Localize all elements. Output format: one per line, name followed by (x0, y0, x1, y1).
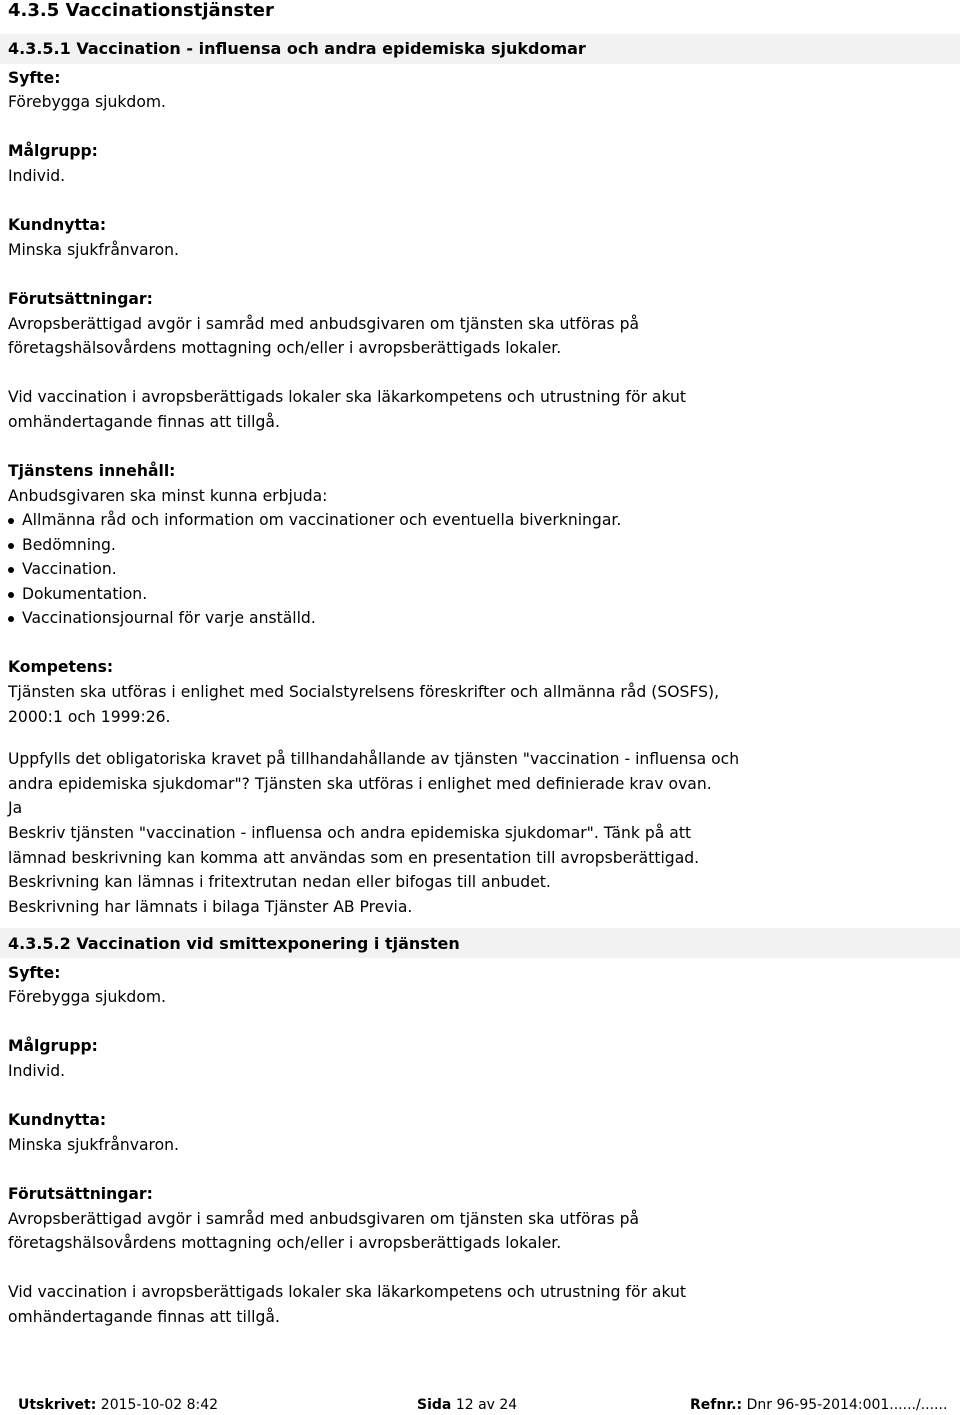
list-item: Vaccination. (22, 560, 117, 578)
footer-refnr (690, 1396, 947, 1414)
krav-question-line: Uppfylls det obligatoriska kravet på tillhandahållande av tjänsten "vaccination - influensa och (8, 750, 740, 768)
footer-page-value: 12 av 24 (455, 1397, 518, 1413)
bullet-icon (8, 518, 14, 524)
forutsattningar-line: Avropsberättigad avgör i samråd med anbudsgivaren om tjänsten ska utföras på (8, 1210, 640, 1228)
kompetens-label-text: Kompetens: (8, 658, 114, 676)
footer-refnr-label: Refnr.: (690, 1397, 743, 1413)
list-item: Bedömning. (22, 536, 116, 554)
section-title: 4.3.5 Vaccinationstjänster (8, 0, 274, 21)
malgrupp-text: Individ. (8, 1062, 66, 1080)
list-item: Allmänna råd och information om vaccinationer och eventuella biverkningar. (22, 511, 622, 529)
innehall-label: Tjänstens innehåll: (8, 462, 176, 480)
footer-page (417, 1396, 517, 1414)
forutsattningar-label: Förutsättningar: (8, 1185, 153, 1203)
malgrupp-label: Målgrupp: (8, 142, 98, 160)
footer-printed (18, 1396, 218, 1414)
footer-refnr-value: Dnr 96-95-2014:001....../...... (746, 1397, 948, 1413)
kundnytta-label: Kundnytta: (8, 216, 107, 234)
vid-vaccination-line: omhändertagande finnas att tillgå. (8, 413, 280, 431)
forutsattningar-line: företagshälsovårdens mottagning och/eller i avropsberättigads lokaler. (8, 1234, 562, 1252)
beskriv-line: Beskrivning har lämnats i bilaga Tjänster AB Previa. (8, 898, 413, 916)
forutsattningar-line: företagshälsovårdens mottagning och/eller i avropsberättigads lokaler. (8, 339, 562, 357)
krav-question-line: andra epidemiska sjukdomar"? Tjänsten ska utföras i enlighet med definierade krav ovan. (8, 775, 712, 793)
kundnytta-text: Minska sjukfrånvaron. (8, 241, 180, 259)
beskriv-line: Beskrivning kan lämnas i fritextrutan nedan eller bifogas till anbudet. (8, 873, 551, 891)
bullet-icon (8, 567, 14, 573)
innehall-intro: Anbudsgivaren ska minst kunna erbjuda: (8, 487, 328, 505)
subsection-1-heading: 4.3.5.1 Vaccination - influensa och andra epidemiska sjukdomar (8, 39, 586, 58)
kompetens-label (8, 657, 113, 677)
list-item: Vaccinationsjournal för varje anställd. (22, 609, 316, 627)
bullet-icon (8, 592, 14, 598)
bullet-icon (8, 616, 14, 622)
kundnytta-label: Kundnytta: (8, 1111, 107, 1129)
forutsattningar-label: Förutsättningar: (8, 290, 153, 308)
subsection-2-heading: 4.3.5.2 Vaccination vid smittexponering i tjänsten (8, 934, 460, 953)
malgrupp-text: Individ. (8, 167, 66, 185)
vid-vaccination-line: Vid vaccination i avropsberättigads lokaler ska läkarkompetens och utrustning för akut (8, 388, 686, 406)
syfte-text: Förebygga sjukdom. (8, 988, 167, 1006)
krav-answer: Ja (8, 799, 23, 817)
kompetens-line: Tjänsten ska utföras i enlighet med Socialstyrelsens föreskrifter och allmänna råd (SOSFS), (8, 683, 720, 701)
forutsattningar-line: Avropsberättigad avgör i samråd med anbudsgivaren om tjänsten ska utföras på (8, 315, 640, 333)
syfte-label: Syfte: (8, 69, 61, 87)
kompetens-line: 2000:1 och 1999:26. (8, 708, 171, 726)
footer-printed-label: Utskrivet: (18, 1397, 97, 1413)
list-item: Dokumentation. (22, 585, 148, 603)
syfte-text: Förebygga sjukdom. (8, 93, 167, 111)
vid-vaccination-line: omhändertagande finnas att tillgå. (8, 1308, 280, 1326)
syfte-label: Syfte: (8, 964, 61, 982)
bullet-icon (8, 543, 14, 549)
kundnytta-text: Minska sjukfrånvaron. (8, 1136, 180, 1154)
footer-page-label: Sida (417, 1397, 452, 1413)
beskriv-line: lämnad beskrivning kan komma att användas som en presentation till avropsberättigad. (8, 849, 700, 867)
footer-printed-value: 2015-10-02 8:42 (100, 1397, 219, 1413)
vid-vaccination-line: Vid vaccination i avropsberättigads lokaler ska läkarkompetens och utrustning för akut (8, 1283, 686, 1301)
beskriv-line: Beskriv tjänsten "vaccination - influensa och andra epidemiska sjukdomar". Tänk på att (8, 824, 692, 842)
malgrupp-label: Målgrupp: (8, 1037, 98, 1055)
